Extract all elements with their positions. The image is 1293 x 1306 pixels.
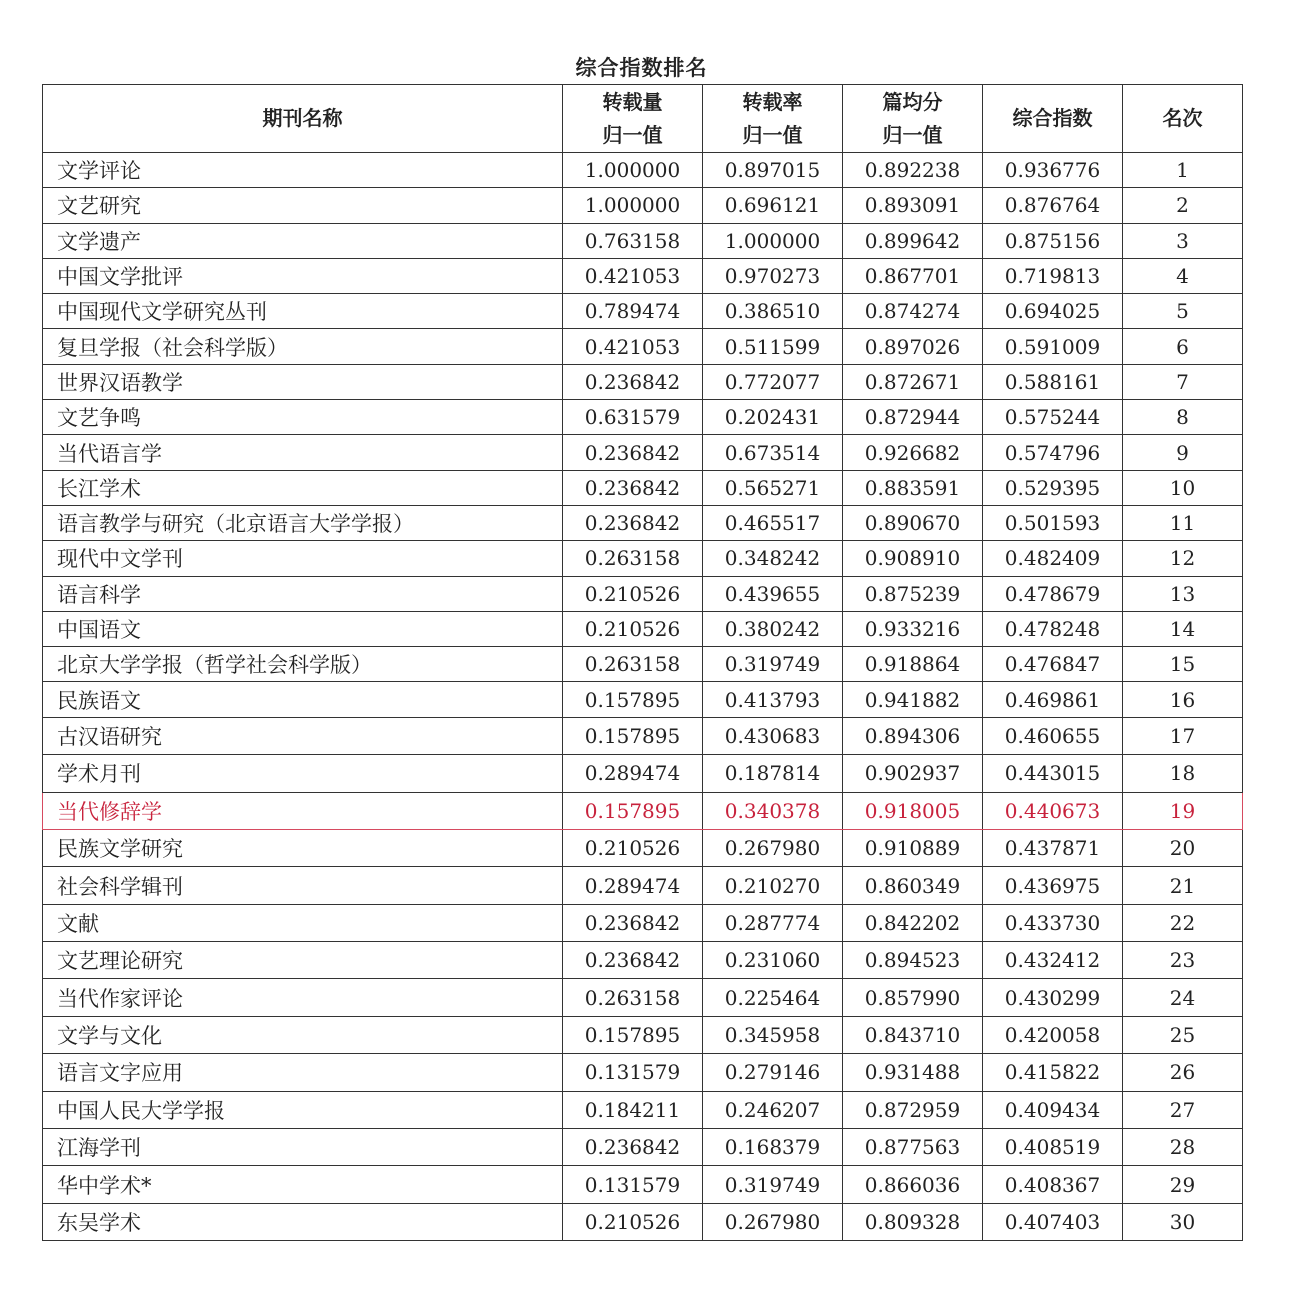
- reprint-rate-value: 0.246207: [703, 1091, 843, 1128]
- table-row: [43, 505, 1243, 540]
- rank-value: 13: [1123, 576, 1243, 611]
- journal-name: 文艺理论研究: [43, 942, 563, 979]
- table-row: [43, 867, 1243, 904]
- reprint-volume-value: 0.236842: [563, 364, 703, 399]
- avg-score-value: 0.926682: [843, 435, 983, 470]
- rank-value: 27: [1123, 1091, 1243, 1128]
- rank-value: 19: [1123, 792, 1243, 829]
- reprint-rate-value: 0.430683: [703, 717, 843, 754]
- journal-name: 文艺研究: [43, 188, 563, 223]
- rank-value: 22: [1123, 904, 1243, 941]
- rank-value: 9: [1123, 435, 1243, 470]
- reprint-volume-value: 0.236842: [563, 1129, 703, 1166]
- composite-index-value: 0.440673: [983, 792, 1123, 829]
- table-row: [43, 1054, 1243, 1091]
- journal-name: 文艺争鸣: [43, 400, 563, 435]
- journal-name: 民族语文: [43, 682, 563, 717]
- table-row: [43, 1091, 1243, 1128]
- reprint-volume-value: 0.157895: [563, 1016, 703, 1053]
- composite-index-value: 0.529395: [983, 470, 1123, 505]
- table-row: [43, 576, 1243, 611]
- journal-name: 文学与文化: [43, 1016, 563, 1053]
- journal-name: 世界汉语教学: [43, 364, 563, 399]
- journal-name: 当代修辞学: [43, 792, 563, 829]
- rank-value: 23: [1123, 942, 1243, 979]
- avg-score-value: 0.931488: [843, 1054, 983, 1091]
- journal-name: 中国语文: [43, 611, 563, 646]
- reprint-rate-value: 0.348242: [703, 541, 843, 576]
- avg-score-value: 0.867701: [843, 258, 983, 293]
- avg-score-value: 0.842202: [843, 904, 983, 941]
- composite-index-value: 0.443015: [983, 755, 1123, 792]
- table-row: [43, 258, 1243, 293]
- table-row: [43, 400, 1243, 435]
- journal-name: 中国人民大学学报: [43, 1091, 563, 1128]
- avg-score-value: 0.857990: [843, 979, 983, 1016]
- avg-score-value: 0.892238: [843, 153, 983, 188]
- avg-score-value: 0.890670: [843, 505, 983, 540]
- reprint-rate-value: 0.413793: [703, 682, 843, 717]
- reprint-volume-value: 0.263158: [563, 979, 703, 1016]
- table-row: [43, 294, 1243, 329]
- table-row: [43, 942, 1243, 979]
- table-row: [43, 717, 1243, 754]
- avg-score-value: 0.918005: [843, 792, 983, 829]
- reprint-rate-value: 1.000000: [703, 223, 843, 258]
- avg-score-value: 0.918864: [843, 647, 983, 682]
- reprint-rate-value: 0.511599: [703, 329, 843, 364]
- composite-index-value: 0.460655: [983, 717, 1123, 754]
- reprint-rate-value: 0.187814: [703, 755, 843, 792]
- journal-name: 社会科学辑刊: [43, 867, 563, 904]
- reprint-volume-value: 0.157895: [563, 717, 703, 754]
- header-journal-name: 期刊名称: [43, 85, 563, 153]
- rank-value: 16: [1123, 682, 1243, 717]
- reprint-volume-value: 0.157895: [563, 682, 703, 717]
- table-row: [43, 188, 1243, 223]
- rank-value: 15: [1123, 647, 1243, 682]
- reprint-volume-value: 1.000000: [563, 188, 703, 223]
- reprint-rate-value: 0.267980: [703, 829, 843, 866]
- header-reprint-volume-line1: 转载量: [602, 89, 663, 114]
- composite-index-value: 0.430299: [983, 979, 1123, 1016]
- reprint-volume-value: 1.000000: [563, 153, 703, 188]
- reprint-volume-value: 0.210526: [563, 611, 703, 646]
- composite-index-value: 0.432412: [983, 942, 1123, 979]
- avg-score-value: 0.933216: [843, 611, 983, 646]
- reprint-rate-value: 0.210270: [703, 867, 843, 904]
- composite-index-value: 0.588161: [983, 364, 1123, 399]
- table-row: [43, 541, 1243, 576]
- reprint-volume-value: 0.210526: [563, 829, 703, 866]
- composite-index-value: 0.407403: [983, 1203, 1123, 1240]
- table-row: [43, 223, 1243, 258]
- table-row: [43, 470, 1243, 505]
- rank-value: 18: [1123, 755, 1243, 792]
- table-row: [43, 1203, 1243, 1240]
- avg-score-value: 0.941882: [843, 682, 983, 717]
- composite-index-value: 0.437871: [983, 829, 1123, 866]
- header-avg-score-line2: 归一值: [882, 122, 943, 147]
- composite-index-value: 0.936776: [983, 153, 1123, 188]
- reprint-volume-value: 0.210526: [563, 576, 703, 611]
- table-row: [43, 435, 1243, 470]
- journal-name: 当代语言学: [43, 435, 563, 470]
- reprint-rate-value: 0.673514: [703, 435, 843, 470]
- reprint-rate-value: 0.772077: [703, 364, 843, 399]
- table-row: [43, 1129, 1243, 1166]
- table-row: [43, 1166, 1243, 1203]
- reprint-volume-value: 0.236842: [563, 435, 703, 470]
- journal-name: 语言文字应用: [43, 1054, 563, 1091]
- reprint-volume-value: 0.421053: [563, 258, 703, 293]
- header-avg-score-line1: 篇均分: [882, 89, 943, 114]
- avg-score-value: 0.843710: [843, 1016, 983, 1053]
- rank-value: 12: [1123, 541, 1243, 576]
- reprint-rate-value: 0.439655: [703, 576, 843, 611]
- rank-value: 8: [1123, 400, 1243, 435]
- journal-name: 江海学刊: [43, 1129, 563, 1166]
- table-row: [43, 755, 1243, 792]
- avg-score-value: 0.872944: [843, 400, 983, 435]
- table-row: [43, 364, 1243, 399]
- reprint-volume-value: 0.289474: [563, 867, 703, 904]
- composite-index-value: 0.478679: [983, 576, 1123, 611]
- table-row: [43, 647, 1243, 682]
- rank-value: 24: [1123, 979, 1243, 1016]
- composite-index-value: 0.719813: [983, 258, 1123, 293]
- composite-index-value: 0.420058: [983, 1016, 1123, 1053]
- composite-index-value: 0.409434: [983, 1091, 1123, 1128]
- avg-score-value: 0.908910: [843, 541, 983, 576]
- rank-value: 26: [1123, 1054, 1243, 1091]
- header-row: [43, 85, 1243, 153]
- header-rank: 名次: [1123, 85, 1243, 153]
- table-body-bottom: [43, 717, 1243, 1240]
- journal-name: 当代作家评论: [43, 979, 563, 1016]
- table-row: [43, 792, 1243, 829]
- composite-index-value: 0.433730: [983, 904, 1123, 941]
- avg-score-value: 0.897026: [843, 329, 983, 364]
- journal-name: 学术月刊: [43, 755, 563, 792]
- avg-score-value: 0.899642: [843, 223, 983, 258]
- rank-value: 20: [1123, 829, 1243, 866]
- composite-index-value: 0.436975: [983, 867, 1123, 904]
- reprint-rate-value: 0.465517: [703, 505, 843, 540]
- reprint-volume-value: 0.236842: [563, 942, 703, 979]
- composite-index-value: 0.408367: [983, 1166, 1123, 1203]
- journal-name: 中国现代文学研究丛刊: [43, 294, 563, 329]
- rank-value: 6: [1123, 329, 1243, 364]
- reprint-rate-value: 0.345958: [703, 1016, 843, 1053]
- reprint-volume-value: 0.763158: [563, 223, 703, 258]
- rank-value: 10: [1123, 470, 1243, 505]
- composite-index-value: 0.501593: [983, 505, 1123, 540]
- composite-index-value: 0.476847: [983, 647, 1123, 682]
- table-row: [43, 611, 1243, 646]
- header-reprint-volume: [563, 85, 703, 153]
- reprint-rate-value: 0.970273: [703, 258, 843, 293]
- reprint-volume-value: 0.131579: [563, 1054, 703, 1091]
- composite-index-value: 0.478248: [983, 611, 1123, 646]
- composite-index-value: 0.482409: [983, 541, 1123, 576]
- rank-value: 1: [1123, 153, 1243, 188]
- journal-name: 民族文学研究: [43, 829, 563, 866]
- reprint-volume-value: 0.157895: [563, 792, 703, 829]
- avg-score-value: 0.872959: [843, 1091, 983, 1128]
- journal-name: 文学遗产: [43, 223, 563, 258]
- table-row: [43, 329, 1243, 364]
- avg-score-value: 0.894306: [843, 717, 983, 754]
- journal-name: 现代中文学刊: [43, 541, 563, 576]
- ranking-table: [42, 84, 1243, 1241]
- table-row: [43, 979, 1243, 1016]
- reprint-volume-value: 0.289474: [563, 755, 703, 792]
- reprint-rate-value: 0.225464: [703, 979, 843, 1016]
- table-row: [43, 904, 1243, 941]
- journal-name: 文学评论: [43, 153, 563, 188]
- reprint-volume-value: 0.236842: [563, 470, 703, 505]
- reprint-rate-value: 0.168379: [703, 1129, 843, 1166]
- avg-score-value: 0.910889: [843, 829, 983, 866]
- avg-score-value: 0.872671: [843, 364, 983, 399]
- rank-value: 25: [1123, 1016, 1243, 1053]
- reprint-volume-value: 0.184211: [563, 1091, 703, 1128]
- reprint-rate-value: 0.287774: [703, 904, 843, 941]
- composite-index-value: 0.469861: [983, 682, 1123, 717]
- rank-value: 3: [1123, 223, 1243, 258]
- composite-index-value: 0.875156: [983, 223, 1123, 258]
- reprint-volume-value: 0.263158: [563, 541, 703, 576]
- table-row: [43, 682, 1243, 717]
- avg-score-value: 0.883591: [843, 470, 983, 505]
- rank-value: 4: [1123, 258, 1243, 293]
- reprint-rate-value: 0.565271: [703, 470, 843, 505]
- reprint-volume-value: 0.263158: [563, 647, 703, 682]
- rank-value: 29: [1123, 1166, 1243, 1203]
- composite-index-value: 0.876764: [983, 188, 1123, 223]
- reprint-rate-value: 0.380242: [703, 611, 843, 646]
- reprint-rate-value: 0.696121: [703, 188, 843, 223]
- avg-score-value: 0.875239: [843, 576, 983, 611]
- reprint-volume-value: 0.421053: [563, 329, 703, 364]
- journal-name: 古汉语研究: [43, 717, 563, 754]
- table-row: [43, 829, 1243, 866]
- rank-value: 28: [1123, 1129, 1243, 1166]
- avg-score-value: 0.866036: [843, 1166, 983, 1203]
- header-avg-score: [843, 85, 983, 153]
- journal-name: 长江学术: [43, 470, 563, 505]
- journal-name: 文献: [43, 904, 563, 941]
- avg-score-value: 0.902937: [843, 755, 983, 792]
- avg-score-value: 0.874274: [843, 294, 983, 329]
- composite-index-value: 0.408519: [983, 1129, 1123, 1166]
- table-row: [43, 153, 1243, 188]
- table-row: [43, 1016, 1243, 1053]
- header-composite-index: 综合指数: [983, 85, 1123, 153]
- reprint-volume-value: 0.236842: [563, 904, 703, 941]
- avg-score-value: 0.809328: [843, 1203, 983, 1240]
- table-body-top: [43, 153, 1243, 718]
- rank-value: 21: [1123, 867, 1243, 904]
- reprint-volume-value: 0.131579: [563, 1166, 703, 1203]
- rank-value: 7: [1123, 364, 1243, 399]
- avg-score-value: 0.877563: [843, 1129, 983, 1166]
- reprint-rate-value: 0.231060: [703, 942, 843, 979]
- reprint-rate-value: 0.279146: [703, 1054, 843, 1091]
- rank-value: 5: [1123, 294, 1243, 329]
- rank-value: 2: [1123, 188, 1243, 223]
- reprint-volume-value: 0.236842: [563, 505, 703, 540]
- reprint-rate-value: 0.319749: [703, 1166, 843, 1203]
- journal-name: 复旦学报（社会科学版）: [43, 329, 563, 364]
- composite-index-value: 0.415822: [983, 1054, 1123, 1091]
- journal-name: 语言科学: [43, 576, 563, 611]
- composite-index-value: 0.574796: [983, 435, 1123, 470]
- avg-score-value: 0.893091: [843, 188, 983, 223]
- reprint-rate-value: 0.267980: [703, 1203, 843, 1240]
- rank-value: 14: [1123, 611, 1243, 646]
- reprint-rate-value: 0.340378: [703, 792, 843, 829]
- header-reprint-rate: [703, 85, 843, 153]
- journal-name: 中国文学批评: [43, 258, 563, 293]
- reprint-rate-value: 0.386510: [703, 294, 843, 329]
- rank-value: 17: [1123, 717, 1243, 754]
- reprint-volume-value: 0.210526: [563, 1203, 703, 1240]
- journal-name: 东吴学术: [43, 1203, 563, 1240]
- header-reprint-rate-line1: 转载率: [742, 89, 803, 114]
- header-reprint-volume-line2: 归一值: [602, 122, 663, 147]
- journal-name: 语言教学与研究（北京语言大学学报）: [43, 505, 563, 540]
- reprint-rate-value: 0.897015: [703, 153, 843, 188]
- rank-value: 30: [1123, 1203, 1243, 1240]
- reprint-volume-value: 0.789474: [563, 294, 703, 329]
- header-reprint-rate-line2: 归一值: [742, 122, 803, 147]
- reprint-rate-value: 0.202431: [703, 400, 843, 435]
- rank-value: 11: [1123, 505, 1243, 540]
- journal-name: 北京大学学报（哲学社会科学版）: [43, 647, 563, 682]
- composite-index-value: 0.694025: [983, 294, 1123, 329]
- journal-name: 华中学术*: [43, 1166, 563, 1203]
- page-title: 综合指数排名: [575, 56, 708, 80]
- avg-score-value: 0.894523: [843, 942, 983, 979]
- avg-score-value: 0.860349: [843, 867, 983, 904]
- composite-index-value: 0.591009: [983, 329, 1123, 364]
- reprint-volume-value: 0.631579: [563, 400, 703, 435]
- reprint-rate-value: 0.319749: [703, 647, 843, 682]
- composite-index-value: 0.575244: [983, 400, 1123, 435]
